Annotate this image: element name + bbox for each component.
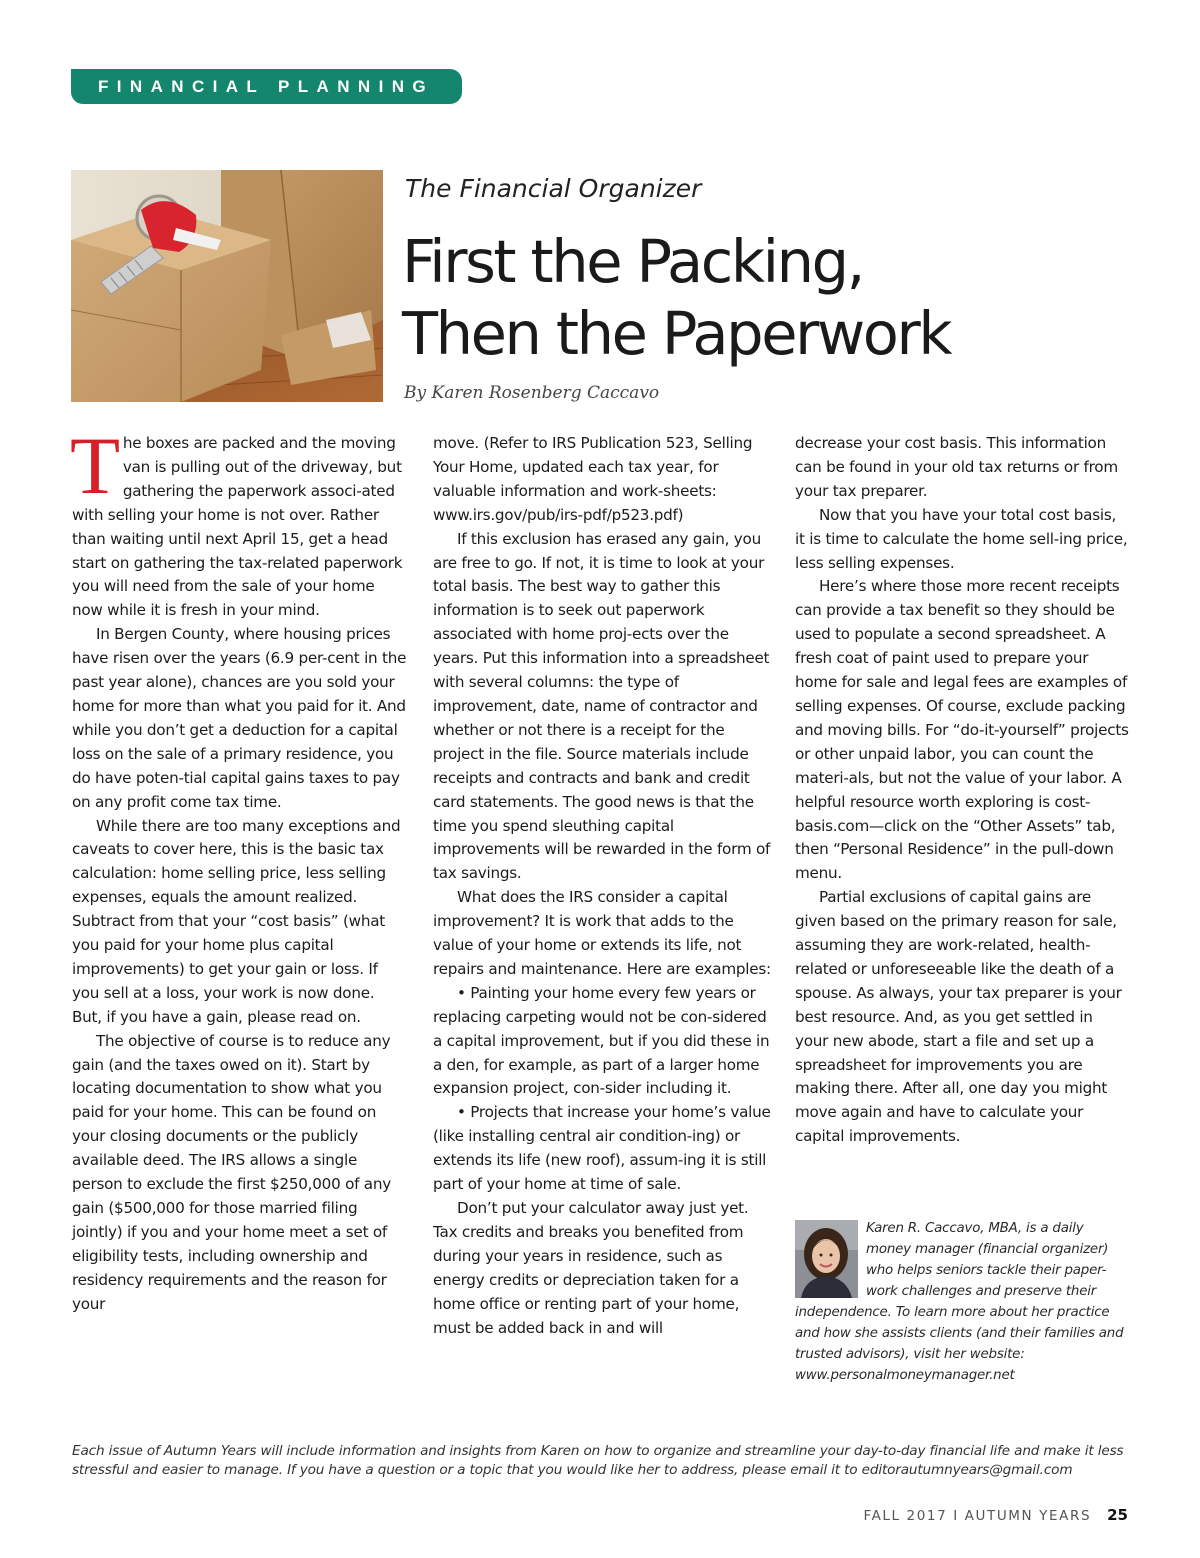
paragraph: Here’s where those more recent receipts can provide a tax benefit so they should be used to populate a second spreadsheet. A fresh coat of paint used to prepare your home for sale and legal fees are examples of selling expenses. Of course, exclude packing and moving bills. For “do-it-yourself” projects or other unpaid labor, you can count the materi-als, but not the value of your labor. A helpful resource worth exploring is cost-basis.com—click on the “Other Assets” tab, then “Personal Residence” in the pull-down menu. xyxy=(795,577,1129,883)
paragraph xyxy=(70,420,407,623)
paragraph: What does the IRS consider a capital improvement? It is work that adds to the value of your home or extends its life, not repairs and maintenance. Here are examples: xyxy=(433,888,771,978)
article-headline xyxy=(402,226,950,370)
paragraph: The objective of course is to reduce any gain (and the taxes owed on it). Start by locating documentation to show what you paid for your home. This can be found on your closing documents or the publicly available deed. The IRS allows a single person to exclude the first $250,000 of any gain ($500,000 for those married filing jointly) if you and your home meet a set of eligibility tests, including ownership and residency requirements and the reason for your xyxy=(72,1031,391,1313)
article-byline: By Karen Rosenberg Caccavo xyxy=(404,383,660,403)
paragraph: decrease your cost basis. This information can be found in your old tax returns or from your tax preparer. xyxy=(795,434,1118,500)
page-folio xyxy=(863,1506,1128,1524)
folio-issue: FALL 2017 I AUTUMN YEARS xyxy=(863,1508,1092,1524)
article-column-1 xyxy=(70,420,407,1317)
drop-cap: T xyxy=(70,420,120,511)
paragraph: If this exclusion has erased any gain, you are free to go. If not, it is time to look at your total basis. The best way to gather this information is to seek out paperwork associated with home proj-ects over the years. Put this information into a spreadsheet with several columns: the type of improvement, date, name of contractor and whether or not there is a receipt for the project in the file. Source materials include receipts and contracts and bank and credit card statements. The good news is that the time you spend sleuthing capital improvements will be rewarded in the form of tax savings. xyxy=(433,529,771,883)
article-column-3 xyxy=(795,432,1130,1149)
paragraph: Don’t put your calculator away just yet. Tax credits and breaks you benefited from during your years in residence, such as energy credits or depreciation taken for a home office or renting part of your home, must be added back in and will xyxy=(433,1199,749,1337)
bullet-paragraph: • Projects that increase your home’s value (like installing central air condition-ing) or extends its life (new roof), assum-ing it is still part of your home at time of sale. xyxy=(433,1103,771,1194)
article-column-2 xyxy=(433,432,773,1340)
paragraph-text: he boxes are packed and the moving van is pulling out of the driveway, but gathering the paperwork associ-ated with selling your home is not over. Rather than waiting until next April 15, get a head start on gathering the tax-related paperwork you will need from the sale of your home now while it is fresh in your mind. xyxy=(72,434,403,620)
headline-line-2: Then the Paperwork xyxy=(402,299,951,368)
moving-boxes-illustration xyxy=(71,170,383,402)
section-label: FINANCIAL PLANNING xyxy=(71,69,462,104)
page-number: 25 xyxy=(1107,1506,1128,1524)
bullet-paragraph: • Painting your home every few years or replacing carpeting would not be con-sidered a capital improvement, but if you did these in a den, for example, as part of a larger home expansion project, con-sider including it. xyxy=(433,983,770,1098)
paragraph: Now that you have your total cost basis, it is time to calculate the home sell-ing price, less selling expenses. xyxy=(795,505,1128,572)
author-photo xyxy=(795,1220,858,1298)
author-bio xyxy=(795,1218,1125,1386)
paragraph: move. (Refer to IRS Publication 523, Selling Your Home, updated each tax year, for valuable information and work-sheets: www.irs.gov/pub/irs-pdf/p523.pdf) xyxy=(433,434,753,524)
article-kicker: The Financial Organizer xyxy=(405,174,702,203)
paragraph: While there are too many exceptions and caveats to cover here, this is the basic tax calculation: home selling price, less selling expenses, equals the amount realized. Subtract from that your “cost basis” (what you paid for your home plus capital improvements) to get your gain or loss. If you sell at a loss, your work is now done. But, if you have a gain, please read on. xyxy=(72,816,401,1026)
footer-note xyxy=(72,1442,1172,1480)
paragraph: Partial exclusions of capital gains are given based on the primary reason for sale, assuming they are work-related, health-related or unforeseeable like the death of a spouse. As always, your tax preparer is your best resource. And, as you get settled in your new abode, start a file and set up a spreadsheet for improvements you are making there. After all, one day you might move again and have to calculate your capital improvements. xyxy=(795,888,1122,1146)
headline-line-1: First the Packing, xyxy=(402,227,863,296)
footer-note-text: Each issue of Autumn Years will include information and insights from Karen on how to organize and streamline your day-to-day financial life and make it less stressful and easier to manage. If you have a question or a topic that you would like her to address, please email it to editorautumnyears@gmail.com xyxy=(72,1443,1124,1478)
author-portrait-illustration xyxy=(795,1220,858,1298)
author-bio-text: Karen R. Caccavo, MBA, is a daily money manager (financial organizer) who helps seniors tackle their paper-work challenges and preserve their independence. To learn more about her practice and how she assists clients (and their families and trusted advisors), visit her website: www.personalmoneymanager.net xyxy=(795,1221,1124,1383)
paragraph: In Bergen County, where housing prices have risen over the years (6.9 per-cent in the past year alone), chances are you sold your home for more than what you paid for it. And while you don’t get a deduction for a capital loss on the sale of a primary residence, you do have poten-tial capital gains taxes to pay on any profit come tax time. xyxy=(72,625,407,811)
hero-photo-moving-boxes xyxy=(71,170,383,402)
